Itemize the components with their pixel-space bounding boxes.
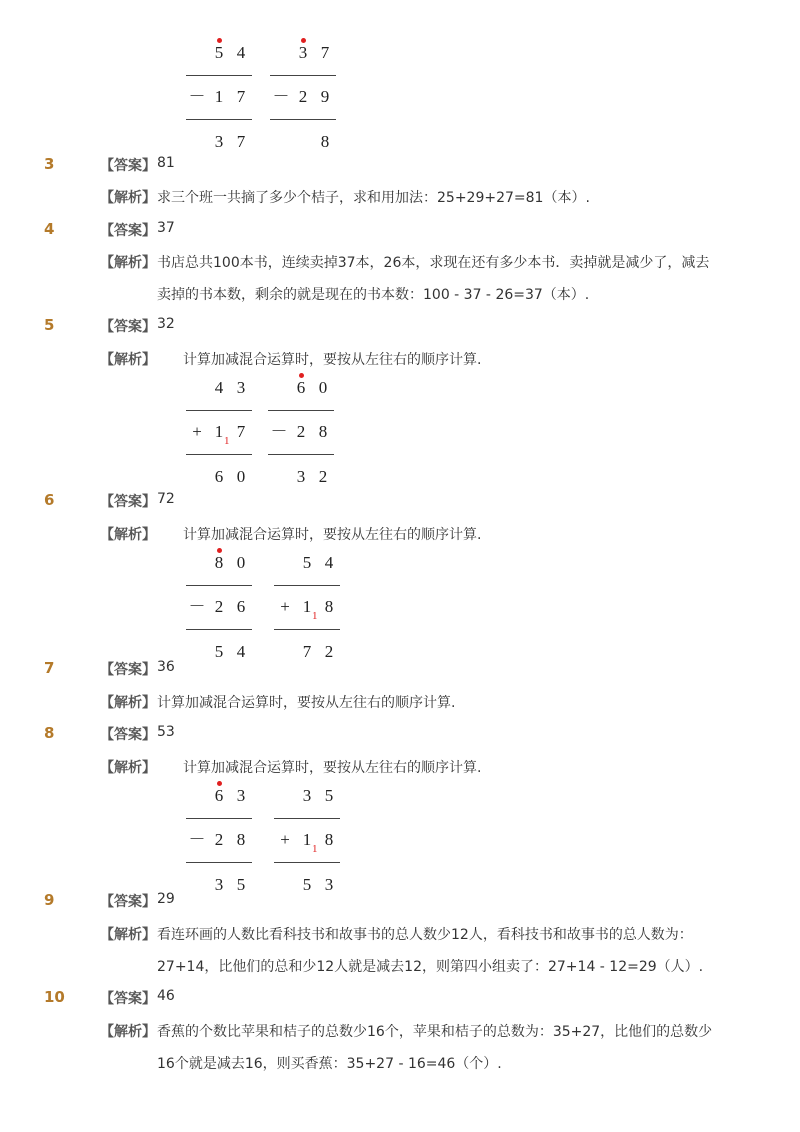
calc-operator: + <box>280 597 290 616</box>
calc-digit: 8 <box>214 553 224 572</box>
calc-operand-row <box>274 829 340 851</box>
analysis-text: 卖掉的书本数，剩余的就是现在的书本数：100 - 37 - 26=37（本）. <box>157 287 590 303</box>
vertical-calculation <box>186 552 252 664</box>
calc-divider-line <box>268 410 334 411</box>
answer-label: 【答案】 <box>100 991 156 1007</box>
answer-label: 【答案】 <box>100 727 156 743</box>
analysis-text: 计算加减混合运算时，要按从左往右的顺序计算. <box>183 760 482 776</box>
calc-operator: － <box>188 87 206 106</box>
calc-divider-line <box>270 75 336 76</box>
calc-digit: 3 <box>214 875 224 894</box>
answer-value: 53 <box>157 724 175 740</box>
calc-digit: 2 <box>298 87 308 106</box>
borrow-dot <box>301 38 306 43</box>
vertical-calculation <box>274 552 340 664</box>
analysis-text: 27+14，比他们的总和少12人就是减去12，则第四小组卖了：27+14 - 12=29（人）. <box>157 959 704 975</box>
calc-digit: 0 <box>236 467 246 486</box>
calc-digit: 7 <box>236 132 246 151</box>
calc-digit: 9 <box>320 87 330 106</box>
calc-divider-line <box>274 585 340 586</box>
calc-top-row <box>186 552 252 574</box>
calc-operand-row <box>186 596 252 618</box>
analysis-label: 【解析】 <box>100 1024 156 1040</box>
answer-label: 【答案】 <box>100 223 156 239</box>
vertical-calculation <box>186 42 252 154</box>
calc-operator: － <box>270 422 288 441</box>
answer-label: 【答案】 <box>100 494 156 510</box>
calc-digit: 2 <box>214 597 224 616</box>
vertical-calculation <box>268 377 334 489</box>
calc-top-row <box>186 42 252 64</box>
calc-digit: 5 <box>324 786 334 805</box>
calc-top-row <box>268 377 334 399</box>
analysis-label: 【解析】 <box>100 352 156 368</box>
analysis-text: 看连环画的人数比看科技书和故事书的总人数少12人，看科技书和故事书的总人数为： <box>157 927 693 943</box>
analysis-text: 计算加减混合运算时，要按从左往右的顺序计算. <box>183 527 482 543</box>
answer-label: 【答案】 <box>100 158 156 174</box>
calc-divider-line <box>186 585 252 586</box>
calc-divider-line <box>186 629 252 630</box>
calc-operator: － <box>188 830 206 849</box>
calc-digit: 8 <box>318 422 328 441</box>
calc-digit: 3 <box>302 786 312 805</box>
calc-top-row <box>270 42 336 64</box>
calc-operator: － <box>188 597 206 616</box>
answer-value: 29 <box>157 891 175 907</box>
answer-value: 46 <box>157 988 175 1004</box>
calc-divider-line <box>186 818 252 819</box>
question-number: 6 <box>44 491 55 509</box>
question-number: 9 <box>44 891 55 909</box>
carry-digit: 1 <box>312 843 318 855</box>
calc-divider-line <box>186 119 252 120</box>
calc-operand-row <box>186 86 252 108</box>
calc-digit: 7 <box>302 642 312 661</box>
analysis-label: 【解析】 <box>100 190 156 206</box>
calc-divider-line <box>186 410 252 411</box>
calc-digit: 5 <box>214 43 224 62</box>
calc-divider-line <box>274 818 340 819</box>
borrow-dot <box>217 38 222 43</box>
analysis-text: 计算加减混合运算时，要按从左往右的顺序计算. <box>183 352 482 368</box>
calc-digit: 6 <box>236 597 246 616</box>
calc-operand-row <box>274 596 340 618</box>
calc-digit: 0 <box>318 378 328 397</box>
answer-label: 【答案】 <box>100 319 156 335</box>
question-number: 8 <box>44 724 55 742</box>
vertical-calculation <box>186 785 252 897</box>
calc-digit: 0 <box>236 553 246 572</box>
calc-operand-row <box>270 86 336 108</box>
question-number: 4 <box>44 220 55 238</box>
answer-value: 81 <box>157 155 175 171</box>
borrow-dot <box>217 781 222 786</box>
calc-digit: 5 <box>302 553 312 572</box>
calc-digit: 3 <box>298 43 308 62</box>
analysis-label: 【解析】 <box>100 760 156 776</box>
question-number: 10 <box>44 988 65 1006</box>
calc-digit: 1 <box>302 830 312 849</box>
calc-digit: 8 <box>236 830 246 849</box>
calc-digit: 6 <box>214 786 224 805</box>
calc-digit: 7 <box>320 43 330 62</box>
calc-digit: 4 <box>324 553 334 572</box>
calc-digit: 3 <box>296 467 306 486</box>
carry-digit: 1 <box>224 435 230 447</box>
calc-digit: 5 <box>236 875 246 894</box>
calc-divider-line <box>186 454 252 455</box>
analysis-label: 【解析】 <box>100 527 156 543</box>
calc-digit: 5 <box>302 875 312 894</box>
calc-result-row <box>270 131 336 153</box>
calc-operator: + <box>280 830 290 849</box>
calc-digit: 2 <box>318 467 328 486</box>
analysis-label: 【解析】 <box>100 927 156 943</box>
calc-operand-row <box>186 421 252 443</box>
vertical-calculation <box>186 377 252 489</box>
analysis-label: 【解析】 <box>100 695 156 711</box>
calc-divider-line <box>270 119 336 120</box>
calc-top-row <box>274 552 340 574</box>
calc-divider-line <box>274 862 340 863</box>
calc-digit: 4 <box>236 642 246 661</box>
analysis-text: 计算加减混合运算时，要按从左往右的顺序计算. <box>157 695 456 711</box>
calc-result-row <box>186 641 252 663</box>
calc-operator: － <box>272 87 290 106</box>
calc-digit: 3 <box>236 378 246 397</box>
calc-result-row <box>186 131 252 153</box>
answer-value: 37 <box>157 220 175 236</box>
calc-result-row <box>274 641 340 663</box>
question-number: 3 <box>44 155 55 173</box>
analysis-text: 16个就是减去16，则买香蕉：35+27 - 16=46（个）. <box>157 1056 502 1072</box>
calc-digit: 3 <box>214 132 224 151</box>
calc-operand-row <box>186 829 252 851</box>
calc-divider-line <box>186 862 252 863</box>
calc-digit: 5 <box>214 642 224 661</box>
calc-digit: 1 <box>214 87 224 106</box>
vertical-calculation <box>270 42 336 154</box>
calc-result-row <box>274 874 340 896</box>
answer-value: 36 <box>157 659 175 675</box>
analysis-text: 求三个班一共摘了多少个桔子，求和用加法：25+29+27=81（本）. <box>157 190 590 206</box>
calc-digit: 3 <box>236 786 246 805</box>
calc-digit: 6 <box>214 467 224 486</box>
calc-digit: 2 <box>214 830 224 849</box>
calc-result-row <box>268 466 334 488</box>
analysis-label: 【解析】 <box>100 255 156 271</box>
calc-result-row <box>186 874 252 896</box>
calc-operand-row <box>268 421 334 443</box>
calc-digit: 2 <box>296 422 306 441</box>
calc-digit: 8 <box>324 597 334 616</box>
calc-top-row <box>186 377 252 399</box>
borrow-dot <box>217 548 222 553</box>
question-number: 5 <box>44 316 55 334</box>
calc-digit: 2 <box>324 642 334 661</box>
analysis-text: 香蕉的个数比苹果和桔子的总数少16个，苹果和桔子的总数为：35+27，比他们的总数少 <box>157 1024 713 1040</box>
answer-label: 【答案】 <box>100 894 156 910</box>
answer-label: 【答案】 <box>100 662 156 678</box>
calc-digit: 4 <box>214 378 224 397</box>
calc-digit: 8 <box>324 830 334 849</box>
answer-value: 32 <box>157 316 175 332</box>
calc-top-row <box>274 785 340 807</box>
calc-digit: 7 <box>236 87 246 106</box>
carry-digit: 1 <box>312 610 318 622</box>
calc-divider-line <box>186 75 252 76</box>
question-number: 7 <box>44 659 55 677</box>
calc-digit: 3 <box>324 875 334 894</box>
calc-digit: 8 <box>320 132 330 151</box>
borrow-dot <box>299 373 304 378</box>
calc-digit: 7 <box>236 422 246 441</box>
calc-operator: + <box>192 422 202 441</box>
calc-divider-line <box>274 629 340 630</box>
calc-divider-line <box>268 454 334 455</box>
calc-digit: 1 <box>302 597 312 616</box>
calc-digit: 1 <box>214 422 224 441</box>
calc-digit: 4 <box>236 43 246 62</box>
vertical-calculation <box>274 785 340 897</box>
answer-value: 72 <box>157 491 175 507</box>
calc-top-row <box>186 785 252 807</box>
calc-result-row <box>186 466 252 488</box>
analysis-text: 书店总共100本书，连续卖掉37本，26本，求现在还有多少本书．卖掉就是减少了，减去 <box>157 255 710 271</box>
calc-digit: 6 <box>296 378 306 397</box>
